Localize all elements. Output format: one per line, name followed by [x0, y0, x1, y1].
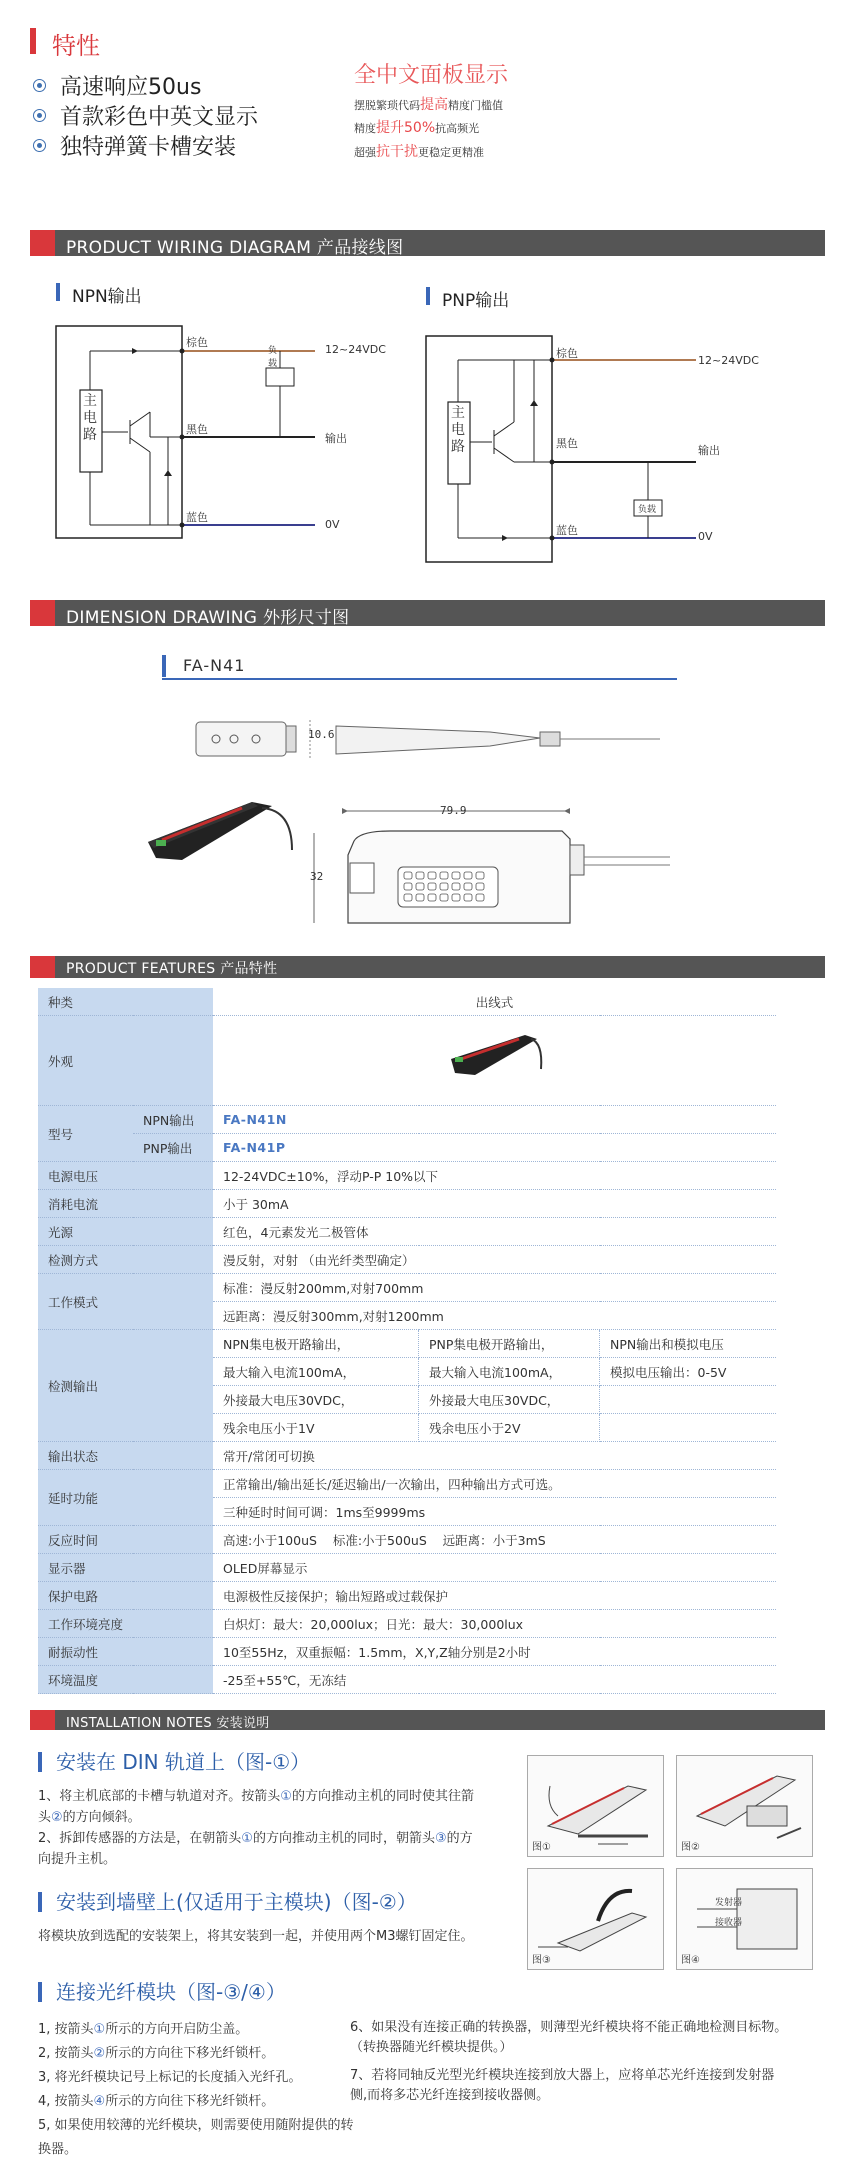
promo-line-3: 超强抗干扰更稳定更精准: [354, 144, 484, 160]
table-row: 消耗电流 小于 30mA: [38, 1190, 776, 1218]
bullet-icon: [33, 109, 46, 122]
install-din-title: 安装在 DIN 轨道上（图-①）: [38, 1746, 310, 1775]
table-row: 残余电压小于1V 残余电压小于2V: [38, 1414, 776, 1442]
blue-wire-label: 蓝色: [556, 524, 578, 537]
table-row: 输出状态 常开/常闭可切换: [38, 1442, 776, 1470]
table-row: 三种延时时间可调：1ms至9999ms: [38, 1498, 776, 1526]
table-row: 种类 出线式: [38, 988, 776, 1016]
npn-title: NPN输出: [72, 287, 142, 307]
feature-item: 首款彩色中英文显示: [33, 100, 258, 131]
brown-wire-label: 棕色: [186, 336, 208, 349]
load-label: 负载: [638, 505, 657, 515]
table-row: 保护电路 电源极性反接保护；输出短路或过载保护: [38, 1582, 776, 1610]
figure-4: 图④ 发射器 接收器: [676, 1868, 813, 1970]
feature-item: 独特弹簧卡槽安装: [33, 130, 236, 161]
output-label: 输出: [698, 444, 720, 457]
black-wire-label: 黑色: [556, 437, 578, 450]
output-label: 输出: [325, 432, 347, 445]
table-row: 型号 NPN输出 FA-N41N: [38, 1106, 776, 1134]
zero-v-label: 0V: [698, 530, 713, 543]
dim-length: 79.9: [440, 804, 467, 817]
table-row: 最大输入电流100mA， 最大输入电流100mA， 模拟电压输出：0-5V: [38, 1358, 776, 1386]
product-photo: [142, 790, 302, 880]
main-circuit-label: 主电路: [451, 405, 465, 455]
table-row: 远距离：漫反射300mm,对射1200mm: [38, 1302, 776, 1330]
pnp-title: PNP输出: [442, 291, 510, 311]
table-row: 外观: [38, 1016, 776, 1106]
zero-v-label: 0V: [325, 518, 340, 531]
table-row: 工作环境亮度 白炽灯：最大：20,000lux；日光：最大：30,000lux: [38, 1610, 776, 1638]
dimension-model: FA-N41: [183, 656, 246, 675]
blue-wire-label: 蓝色: [186, 511, 208, 524]
model-underline: [162, 678, 677, 680]
dim-height-top: 10.6: [308, 728, 335, 741]
table-row: PNP输出 FA-N41P: [38, 1134, 776, 1162]
install-fiber-steps: 1, 按箭头①所示的方向开启防尘盖。 2, 按箭头②所示的方向往下移光纤锁杆。 3, 将光纤模块记号上标记的长度插入光纤孔。 4, 按箭头④所示的方向往下移光纤锁杆。 5, 如果使用较薄的光纤模块，则需要使用随附提供的转换器。: [38, 2022, 354, 2157]
figure-3: 图③: [527, 1868, 664, 1970]
table-row: 光源 红色，4元素发光二极管体: [38, 1218, 776, 1246]
title-marker: [56, 283, 60, 301]
install-wall-title: 安装到墙壁上(仅适用于主模块)（图-②）: [38, 1886, 417, 1915]
wiring-header: PRODUCT WIRING DIAGRAM 产品接线图: [30, 230, 825, 256]
promo-line-1: 摆脱繁琐代码提高精度门槛值: [354, 97, 503, 113]
promo-title: 全中文面板显示: [354, 63, 509, 88]
side-view-drawing: [300, 805, 680, 945]
table-row: 工作模式 标准：漫反射200mm,对射700mm: [38, 1274, 776, 1302]
installation-header: INSTALLATION NOTES 安装说明: [30, 1710, 825, 1730]
top-view-drawing: [190, 712, 670, 772]
table-row: 延时功能 正常输出/输出延长/延迟输出/一次输出，四种输出方式可选。: [38, 1470, 776, 1498]
main-circuit-label: 主电路: [83, 393, 97, 443]
model-marker: [162, 655, 166, 677]
table-row: 外接最大电压30VDC， 外接最大电压30VDC，: [38, 1386, 776, 1414]
load-label: 负载: [268, 346, 278, 369]
table-row: 环境温度 -25至+55℃，无冻结: [38, 1666, 776, 1694]
table-row: 显示器 OLED屏幕显示: [38, 1554, 776, 1582]
spec-table: [38, 988, 776, 1694]
install-fiber-notes: 6、如果没有连接正确的转换器，则薄型光纤模块将不能正确地检测目标物。 （转换器随光纤模块提供。） 7、若将同轴反光型光纤模块连接到放大器上，应将单芯光纤连接到发射器 侧,而将多芯光纤连接到接收器侧。: [350, 2020, 788, 2103]
product-features-header: PRODUCT FEATURES 产品特性: [30, 956, 825, 978]
features-title: 特性: [52, 32, 100, 60]
table-row: 耐振动性 10至55Hz，双重振幅：1.5mm，X,Y,Z轴分别是2小时: [38, 1638, 776, 1666]
bullet-icon: [33, 139, 46, 152]
dimension-header: DIMENSION DRAWING 外形尺寸图: [30, 600, 825, 626]
title-marker: [426, 287, 430, 305]
black-wire-label: 黑色: [186, 423, 208, 436]
figure-2: 图②: [676, 1755, 813, 1857]
table-row: 反应时间 高速:小于100uS 标准:小于500uS 远距离：小于3mS: [38, 1526, 776, 1554]
install-fiber-title: 连接光纤模块（图-③/④）: [38, 1976, 286, 2005]
voltage-label: 12~24VDC: [325, 343, 386, 356]
figure-1: 图①: [527, 1755, 664, 1857]
install-wall-text: 将模块放到选配的安装架上，将其安装到一起，并使用两个M3螺钉固定住。: [38, 1929, 474, 1944]
brown-wire-label: 棕色: [556, 347, 578, 360]
section-marker: [30, 28, 36, 54]
feature-item: 高速响应50us: [33, 70, 201, 101]
table-row: 电源电压 12-24VDC±10%，浮动P-P 10%以下: [38, 1162, 776, 1190]
product-appearance-image: [445, 1029, 545, 1089]
install-din-text: 1、将主机底部的卡槽与轨道对齐。按箭头①的方向推动主机的同时使其往箭 头②的方向倾斜。 2、拆卸传感器的方法是，在朝箭头①的方向推动主机的同时，朝箭头③的方 向提升主机。: [38, 1789, 474, 1867]
bullet-icon: [33, 79, 46, 92]
voltage-label: 12~24VDC: [698, 354, 759, 367]
dim-height: 32: [310, 870, 324, 883]
table-row: 检测输出 NPN集电极开路输出， PNP集电极开路输出， NPN输出和模拟电压: [38, 1330, 776, 1358]
table-row: 检测方式 漫反射，对射 （由光纤类型确定）: [38, 1246, 776, 1274]
promo-line-2: 精度提升50%抗高频光: [354, 120, 480, 136]
